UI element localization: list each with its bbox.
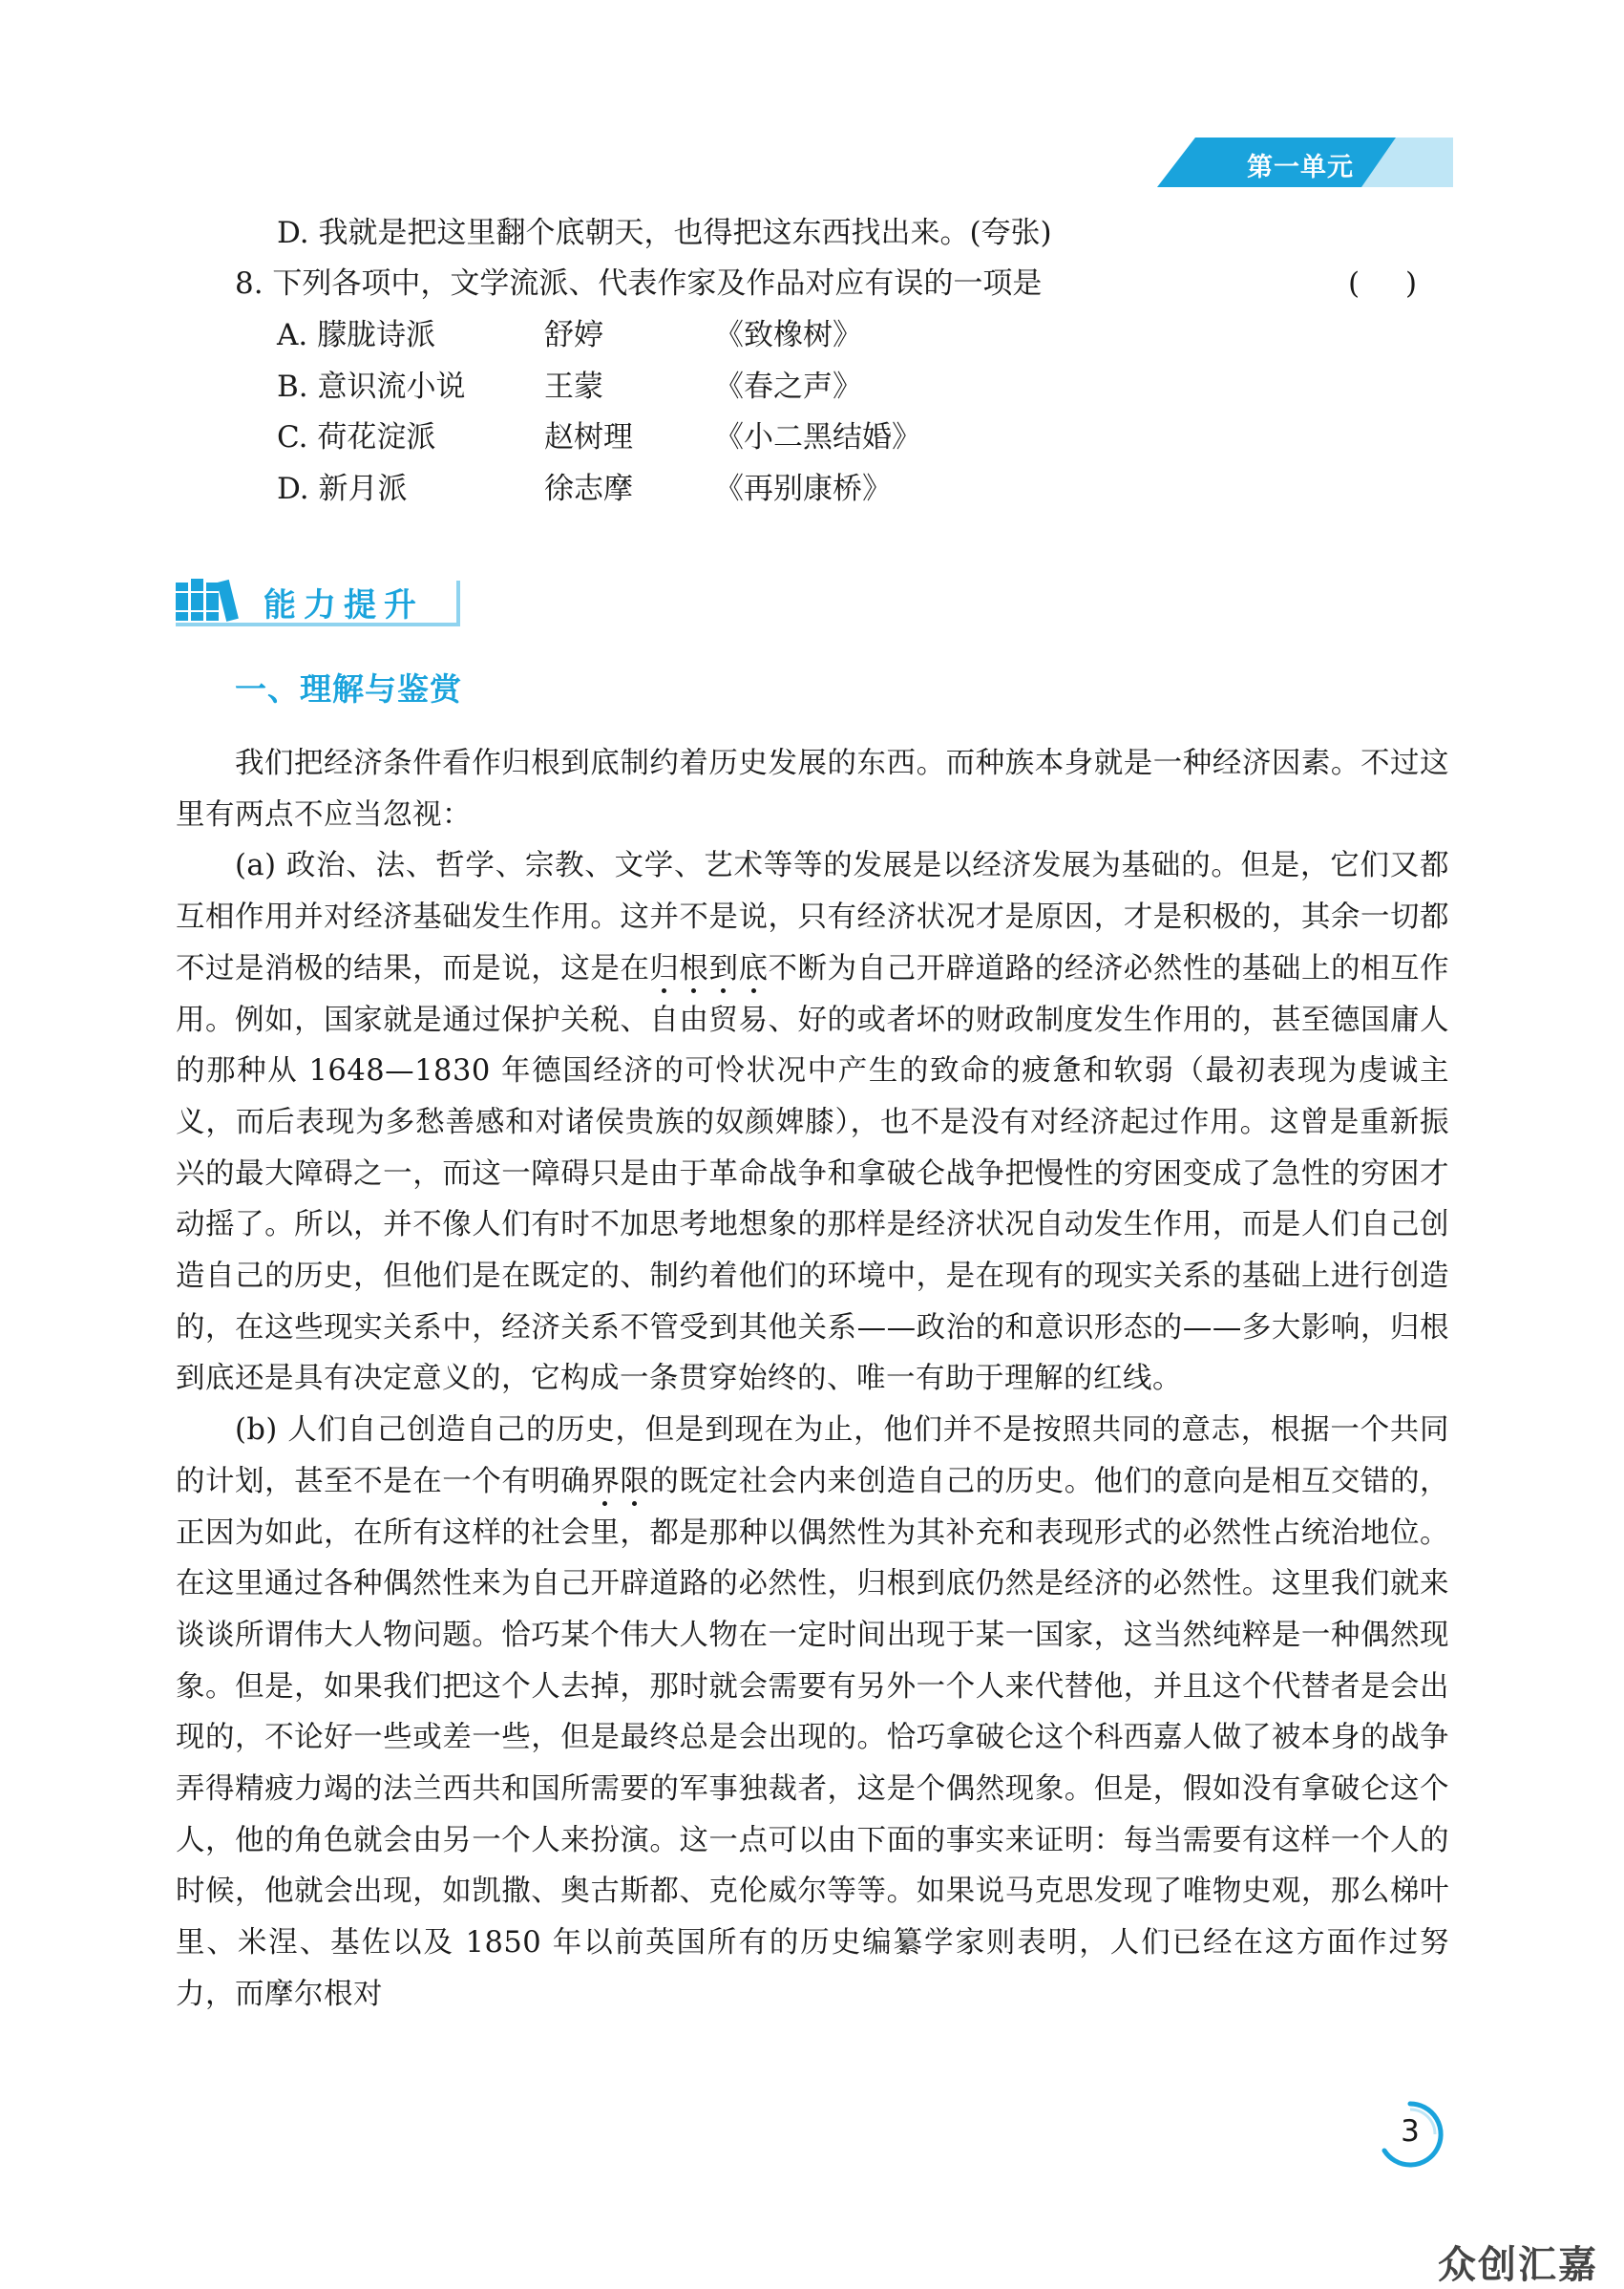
- emphasis-char: 限: [620, 1464, 650, 1498]
- watermark: 众创汇嘉: [1438, 2243, 1598, 2287]
- q8-option-school: B. 意识流小说: [277, 370, 466, 404]
- passage-text: (a) 政治、法、哲学、宗教、文学、艺术等等的发展是以经济发展为基础的。但是，它们又都互相作用并对经济基础发生作用。这并不是说，只有经济状况才是原因，才是积极的，其余一切都不过是消极的结果，而是说，这是在: [176, 849, 1449, 986]
- q8-option: [277, 470, 892, 508]
- q8-answer-bracket: [1348, 265, 1463, 303]
- passage-paragraph-3: [176, 1405, 1449, 2020]
- passage-text: (b) 人们自己创造自己的历史，但是到现在为止，他们并不是按照共同的意志，根据一个共同的计划，甚至不是在一个有明确: [176, 1413, 1449, 1498]
- q8-option-school: C. 荷花淀派: [277, 420, 436, 455]
- q8-stem: 8. 下列各项中，文学流派、代表作家及作品对应有误的一项是: [235, 266, 1043, 301]
- page-number: 3: [1401, 2114, 1420, 2149]
- section-header: [176, 577, 462, 630]
- passage-paragraph-2: [176, 840, 1449, 1405]
- passage-paragraph-1: 我们把经济条件看作归根到底制约着历史发展的东西。而种族本身就是一种经济因素。不过这里有两点不应当忽视：: [176, 747, 1449, 832]
- emphasis-char: 归: [649, 951, 680, 986]
- q8-option-work: 《致橡树》: [714, 318, 862, 352]
- passage-text: 不断为自己开辟道路的经济必然性的基础上的相互作用。例如，国家就是通过保护关税、自由贸易、好的或者坏的财政制度发生作用的，甚至德国庸人的那种从 1648—1830 年德国经济的可怜状况中产生的致命的疲惫和软弱（最初表现为虔诚主义，而后表现为多愁善感和对诸侯贵族的奴颜婢膝），也不是没有对经济起过作用。这曾是重新振兴的最大障碍之一，而这一障碍只是由于革命战争和拿破仑战争把慢性的穷困变成了急性的穷困才动摇了。所以，并不像人们有时不加思考地想象的那样是经济状况自动发生作用，而是人们自己创造自己的历史，但他们是在既定的、制约着他们的环境中，是在现有的现实关系的基础上进行创造的，在这些现实关系中，经济关系不管受到其他关系——政治的和意识形态的——多大影响，归根到底还是具有决定意义的，它构成一条贯穿始终的、唯一有助于理解的红线。: [176, 951, 1450, 1396]
- q8-option-author: 王蒙: [544, 370, 603, 404]
- emphasis-char: 界: [590, 1464, 621, 1498]
- q8-option-school: D. 新月派: [277, 472, 408, 506]
- unit-tab: [1157, 138, 1453, 187]
- q8-option-school: A. 朦胧诗派: [277, 318, 436, 352]
- q7-option-d: D. 我就是把这里翻个底朝天，也得把这东西找出来。(夸张): [277, 216, 1052, 250]
- passage-text: 的既定社会内来创造自己的历史。他们的意向是相互交错的，正因为如此，在所有这样的社会里，都是那种以偶然性为其补充和表现形式的必然性占统治地位。在这里通过各种偶然性来为自己开辟道路的必然性，归根到底仍然是经济的必然性。这里我们就来谈谈所谓伟大人物问题。恰巧某个伟大人物在一定时间出现于某一国家，这当然纯粹是一种偶然现象。但是，如果我们把这个人去掉，那时就会需要有另外一个人来代替他，并且这个代替者是会出现的，不论好一些或差一些，但是最终总是会出现的。恰巧拿破仑这个科西嘉人做了被本身的战争弄得精疲力竭的法兰西共和国所需要的军事独裁者，这是个偶然现象。但是，假如没有拿破仑这个人，他的角色就会由另一个人来扮演。这一点可以由下面的事实来证明：每当需要有这样一个人的时候，他就会出现，如凯撒、奥古斯都、克伦威尔等等。如果说马克思发现了唯物史观，那么梯叶里、米涅、基佐以及 1850 年以前英国所有的历史编纂学家则表明，人们已经在这方面作过努力，而摩尔根对: [176, 1464, 1450, 2011]
- q8-option-work: 《春之声》: [714, 370, 862, 404]
- emphasis-char: 底: [738, 951, 769, 986]
- section-title: 能力提升: [264, 586, 424, 625]
- emphasis-char: 根: [679, 951, 709, 986]
- subsection-title: 一、理解与鉴赏: [235, 670, 462, 708]
- q8-option: [277, 316, 862, 354]
- q8-option-author: 徐志摩: [544, 472, 633, 506]
- q8-option-author: 舒婷: [544, 318, 603, 352]
- q8-option-author: 赵树理: [544, 420, 633, 455]
- q8-paren-close: ): [1405, 266, 1418, 301]
- q8-option: [277, 418, 921, 456]
- q8-paren-open: (: [1348, 266, 1360, 301]
- q8-option-work: 《再别康桥》: [714, 472, 892, 506]
- emphasis-char: 到: [708, 951, 739, 986]
- passage: [176, 738, 1449, 2021]
- q8-option: [277, 368, 862, 406]
- unit-label: 第一单元: [1247, 153, 1354, 182]
- page-number-badge: [1375, 2099, 1445, 2170]
- q8-option-work: 《小二黑结婚》: [714, 420, 921, 455]
